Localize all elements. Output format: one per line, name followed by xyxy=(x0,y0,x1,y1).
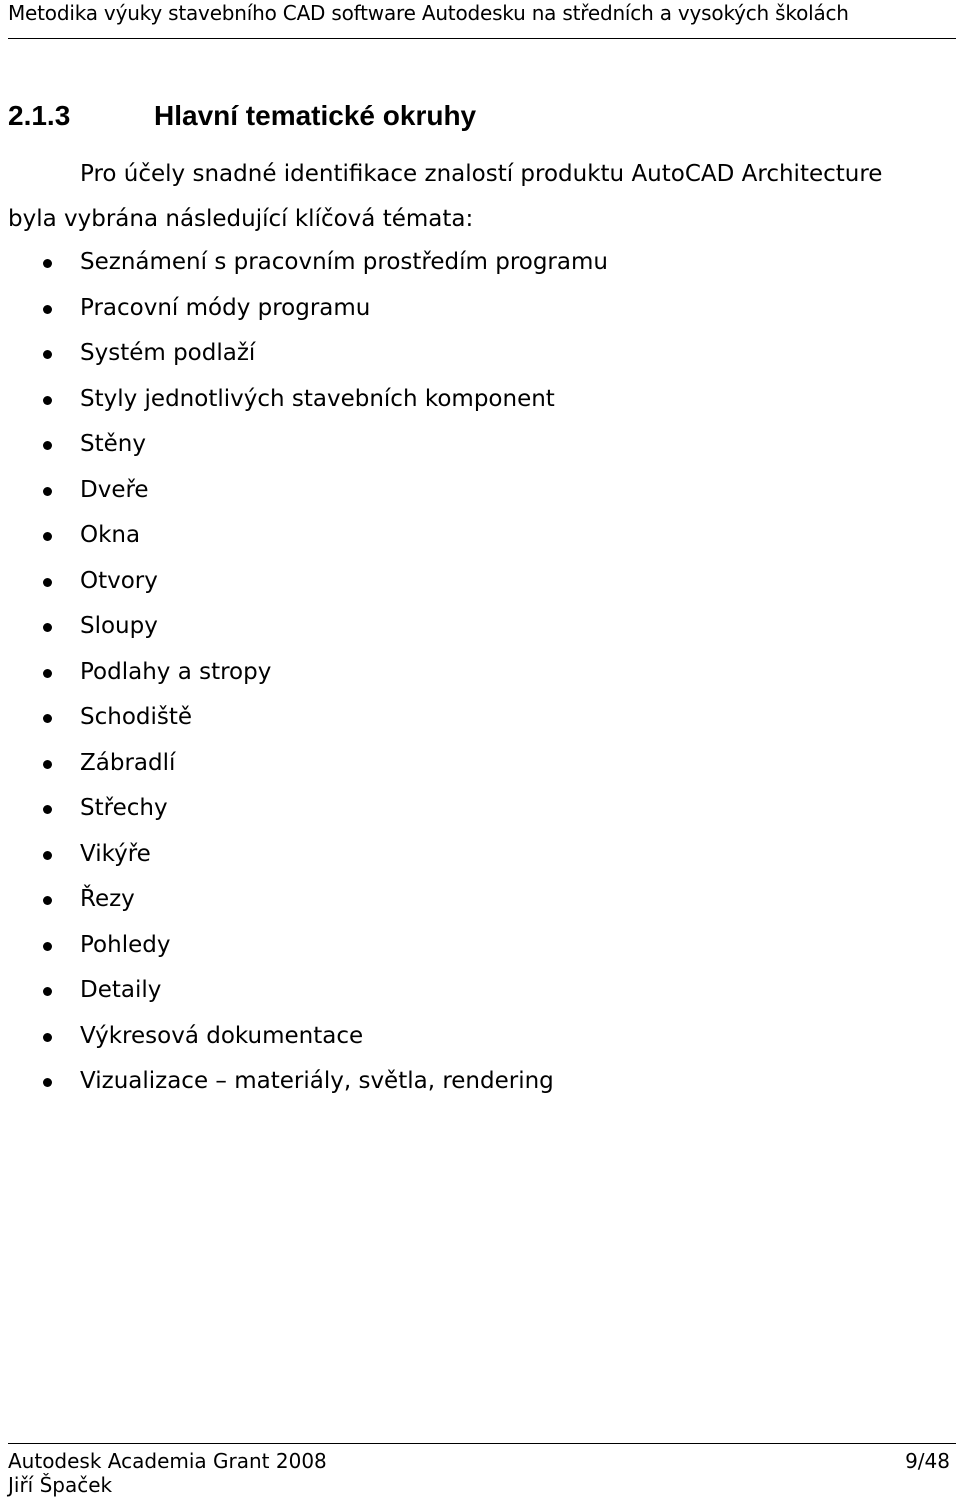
bullet-icon xyxy=(43,441,52,450)
bullet-icon xyxy=(43,487,52,496)
bullet-icon xyxy=(43,259,52,268)
list-item xyxy=(0,741,608,787)
bullet-icon xyxy=(43,396,52,405)
list-item-text: Zábradlí xyxy=(80,749,176,776)
bullet-icon xyxy=(43,760,52,769)
bullet-icon xyxy=(43,805,52,814)
section-heading xyxy=(8,98,476,134)
intro-paragraph xyxy=(8,152,958,242)
topic-list xyxy=(0,240,608,1105)
bullet-icon xyxy=(43,305,52,314)
bullet-icon xyxy=(43,532,52,541)
list-item xyxy=(0,786,608,832)
list-item xyxy=(0,877,608,923)
list-item xyxy=(0,1059,608,1105)
list-item xyxy=(0,695,608,741)
list-item-text: Vizualizace – materiály, světla, rendering xyxy=(80,1068,554,1094)
list-item-text: Pracovní módy programu xyxy=(80,294,371,321)
section-number: 2.1.3 xyxy=(8,100,71,131)
list-item xyxy=(0,559,608,605)
intro-line-2: byla vybrána následující klíčová témata: xyxy=(8,206,474,232)
list-item-text: Řezy xyxy=(80,886,135,912)
list-item xyxy=(0,604,608,650)
list-item-text: Střechy xyxy=(80,795,168,821)
list-item-text: Podlahy a stropy xyxy=(80,658,272,685)
footer-grant: Autodesk Academia Grant 2008 xyxy=(8,1449,327,1473)
page-number: 9/48 xyxy=(905,1449,950,1473)
list-item xyxy=(0,422,608,468)
list-item-text: Sloupy xyxy=(80,613,158,639)
list-item-text: Pohledy xyxy=(80,931,171,958)
list-item xyxy=(0,331,608,377)
list-item-text: Systém podlaží xyxy=(80,340,256,366)
bullet-icon xyxy=(43,350,52,359)
list-item xyxy=(0,650,608,696)
list-item-text: Okna xyxy=(80,522,141,548)
list-item-text: Vikýře xyxy=(80,840,151,867)
bullet-icon xyxy=(43,896,52,905)
list-item xyxy=(0,1014,608,1060)
bullet-icon xyxy=(43,623,52,632)
list-item-text: Seznámení s pracovním prostředím programu xyxy=(80,249,608,275)
list-item xyxy=(0,968,608,1014)
bullet-icon xyxy=(43,851,52,860)
list-item-text: Detaily xyxy=(80,977,162,1003)
list-item xyxy=(0,240,608,286)
page-header xyxy=(8,0,956,39)
list-item xyxy=(0,468,608,514)
list-item-text: Dveře xyxy=(80,476,149,503)
running-title: Metodika výuky stavebního CAD software Autodesku na středních a vysokých školách xyxy=(8,1,849,25)
bullet-icon xyxy=(43,1033,52,1042)
footer-row xyxy=(8,1448,956,1474)
intro-line-1: Pro účely snadné identifikace znalostí produktu AutoCAD Architecture xyxy=(80,161,883,187)
list-item-text: Stěny xyxy=(80,431,146,457)
bullet-icon xyxy=(43,714,52,723)
section-title: Hlavní tematické okruhy xyxy=(154,100,477,131)
page-footer xyxy=(8,1443,956,1498)
list-item xyxy=(0,377,608,423)
bullet-icon xyxy=(43,1078,52,1087)
list-item xyxy=(0,832,608,878)
footer-author: Jiří Špaček xyxy=(8,1473,113,1497)
list-item-text: Výkresová dokumentace xyxy=(80,1022,364,1049)
bullet-icon xyxy=(43,578,52,587)
bullet-icon xyxy=(43,987,52,996)
list-item xyxy=(0,513,608,559)
bullet-icon xyxy=(43,942,52,951)
list-item-text: Schodiště xyxy=(80,704,193,730)
list-item-text: Styly jednotlivých stavebních komponent xyxy=(80,385,555,412)
bullet-icon xyxy=(43,669,52,678)
list-item xyxy=(0,286,608,332)
list-item xyxy=(0,923,608,969)
list-item-text: Otvory xyxy=(80,567,158,594)
